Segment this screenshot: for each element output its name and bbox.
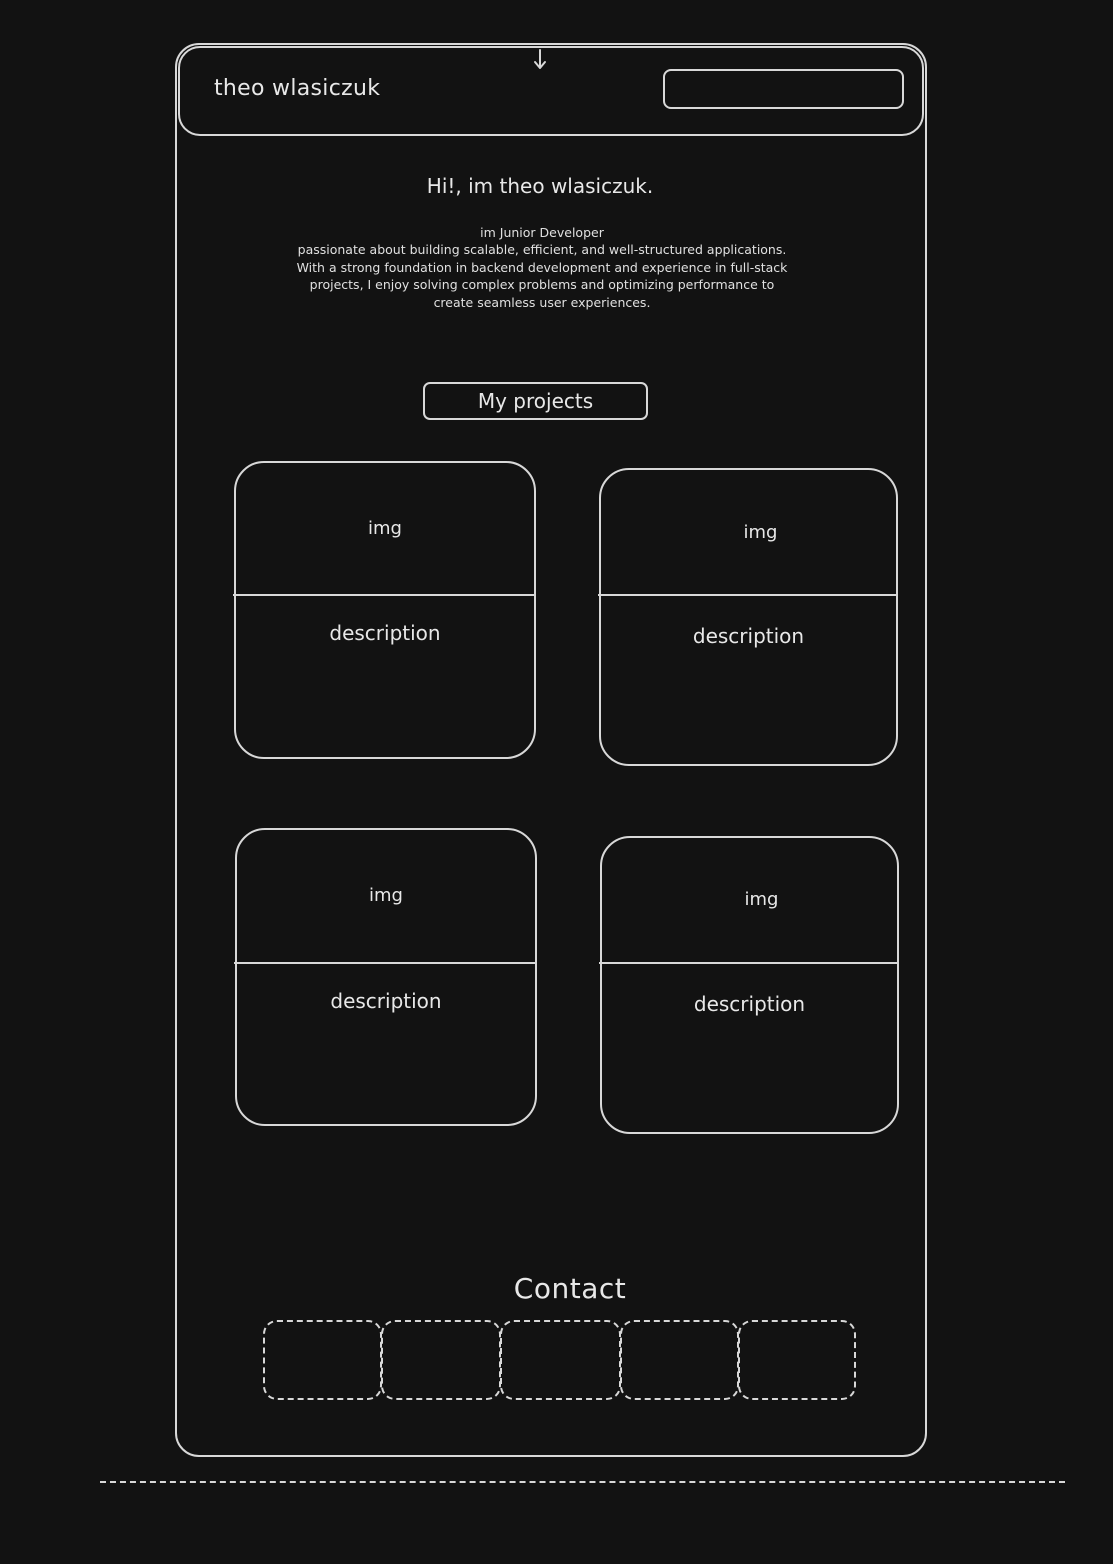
contact-link-slot[interactable] <box>620 1320 739 1400</box>
contact-link-slot[interactable] <box>500 1320 621 1400</box>
contact-link-slot[interactable] <box>381 1320 501 1400</box>
hero-line: create seamless user experiences. <box>433 294 651 310</box>
my-projects-button[interactable]: My projects <box>423 382 648 420</box>
project-card-image: img <box>743 522 778 543</box>
card-divider <box>599 962 897 964</box>
arrow-down-icon <box>532 48 548 72</box>
card-divider <box>598 594 896 596</box>
project-card-image: img <box>744 889 779 910</box>
project-card-image: img <box>368 518 402 539</box>
project-card[interactable] <box>600 836 899 1134</box>
page-fold-line <box>100 1481 1065 1483</box>
project-card[interactable] <box>599 468 898 766</box>
contact-link-slot[interactable] <box>738 1320 856 1400</box>
project-card[interactable] <box>234 461 536 759</box>
project-card-description: description <box>329 621 441 645</box>
project-card-description: description <box>692 624 805 648</box>
card-divider <box>234 962 535 964</box>
contact-title: Contact <box>513 1272 627 1305</box>
site-title: theo wlasiczuk <box>214 76 381 101</box>
card-divider <box>233 594 534 596</box>
contact-link-slot[interactable] <box>263 1320 382 1400</box>
hero-intro <box>262 224 822 311</box>
hero-line: im Junior Developer <box>480 225 604 240</box>
project-card[interactable] <box>235 828 537 1126</box>
hero-title: Hi!, im theo wlasiczuk. <box>426 174 654 198</box>
project-card-description: description <box>693 992 806 1016</box>
project-card-description: description <box>330 989 442 1013</box>
hero-line: passionate about building scalable, efficient, and well-structured applications. <box>297 242 787 258</box>
project-card-image: img <box>369 885 403 906</box>
hero-line: projects, I enjoy solving complex problems and optimizing performance to <box>309 277 775 293</box>
header-nav-placeholder[interactable] <box>663 69 904 109</box>
hero-line: With a strong foundation in backend development and experience in full-stack <box>296 259 788 275</box>
